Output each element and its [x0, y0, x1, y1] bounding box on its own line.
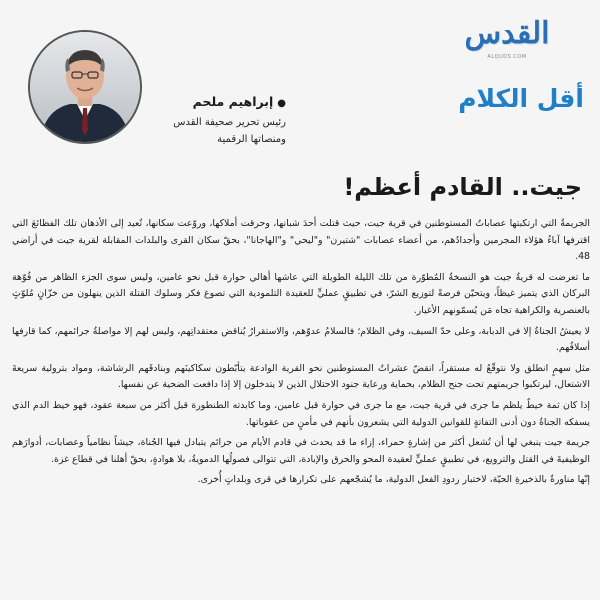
article-paragraph: ما تعرضت له قريةُ جيت هو النسخةُ المُطوّرة من تلك الليلة الطويلة التي عاشها أهالي حوارة قبل نحو عامين، وليس سوى الجزء الظاهر من فُوّهة البركان الذي يتميز غيظاً، ويتحيّن فرصةً لتوزيع الشرّ، في تطبيقٍ عمليٍّ للعقيدة التلمودية التي تصوغ فكر وسلوك القتلة الذين ينهلون من خزّانٍ مُلوّثٍ بالعنصرية والكراهية تجاه مَن يُسمّونهم الأغيار.	[12, 271, 590, 316]
header	[0, 0, 600, 160]
author-role	[146, 114, 286, 148]
author-name	[146, 94, 286, 109]
article-body	[12, 216, 590, 493]
bullet-icon: ●	[277, 98, 286, 109]
author-avatar	[28, 30, 142, 144]
article-paragraph: مثل سهمٍ انطلق ولا نتوقّعُ له مستقراً، انقضّ عشراتُ المستوطنين نحو القرية الوادعة يتأبّطون سكاكينَهم وبنادقَهم الرشاشة، ومواد بترولية سريعةَ الاشتعال، ليرتكبوا جريمتهم تحت جنح الظلام، بحماية ورعاية جنود الاحتلال الذين لا يتدخلون إلا إذا دافعت الضحية عن نفسها.	[12, 362, 590, 391]
author-name-text: إبراهيم ملحم	[192, 94, 274, 109]
section-title: أقل الكلام	[458, 84, 584, 113]
article-paragraph: إنّها مناورةٌ بالذخيرةِ الحيّة، لاختبار ردودِ الفعل الدولية، ما يُشجّعهم على تكرارها في قرى وبلداتٍ أُخرى.	[197, 474, 590, 486]
article-paragraph: الجريمةُ التي ارتكبتها عصاباتُ المستوطنين في قرية جيت، حيث قتلت أحدَ شبانها، وحرقت أملاكها، وروّعت سكانها، تُعيد إلى الأذهان تلك الفظائعَ التي اقترفها آباءُ هؤلاء المجرمين وأجدادُهم، من أعضاء عصابات "شتيرن" و"ليحي" و"الهاجانا"، بحقّ سكان القرى والبلدات المقابلة لقرية جيت في أراضي 48.	[12, 218, 590, 263]
brand-logo-text: القدس	[464, 16, 550, 51]
author-portrait-icon	[30, 32, 140, 142]
author-role-line2: ومنصاتها الرقمية	[217, 134, 286, 145]
brand-logo[interactable]	[432, 14, 582, 66]
article-paragraph: لا يعيشُ الجناةُ إلا في الدبابة، وعلى حدّ السيف، وفي الظلام؛ فالسلامُ عدوّهم، والاستقرارُ يُناقض معتقداتِهم، وليس لهم إلا مواصلةُ جرائمهم، كما قارفها أسلافُهم.	[12, 325, 590, 354]
article-headline: جيت.. القادم أعظم!	[343, 173, 582, 201]
author-role-line1: رئيس تحرير صحيفة القدس	[173, 117, 286, 128]
author-block	[28, 30, 288, 160]
article-paragraph: إذا كان ثمة خيطٌ يلظم ما جرى في قرية جيت، مع ما جرى في حوارة قبل عامين، وما كابدته الطنطورة قبل أكثر من سبعة عقود، فهو خيط الدم الذي يسفكه الجناةُ دون أدنى التفاتةٍ للقوانين الدولية التي يشعرون بأنهم في مأمنٍ من عقوباتها.	[12, 399, 590, 428]
article-paragraph: جريمة جيت ينبغي لها أن تُشعل أكثر من إشارةٍ حمراء، إزاء ما قد يحدث في قادم الأيام من جرائم يتبادل فيها الجُناة، جيشاً نظامياً وعصابات، أدوارَهم الوظيفيةَ في القتل والترويع، في تطبيقٍ عمليٍّ لعقيدة المحو والحرق والإبادة، التي تتوالى فصولُها الدمويةُ، بلا هوادةٍ، بحقّ أهلنا في قطاع غزة.	[12, 437, 590, 465]
brand-url: ALQUDS.COM	[487, 54, 527, 60]
